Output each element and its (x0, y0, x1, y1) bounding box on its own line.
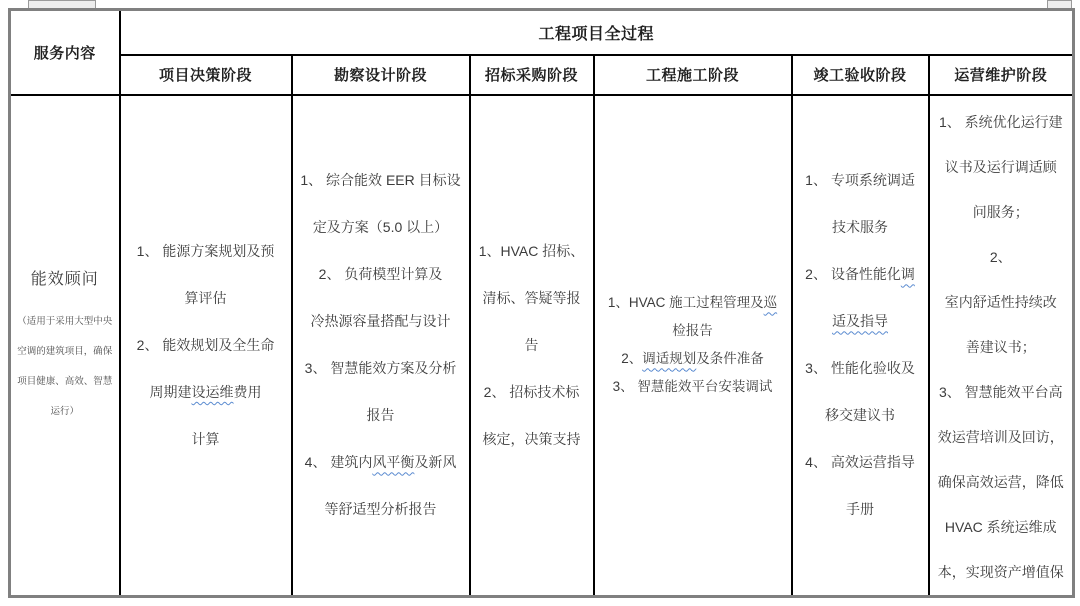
text-line (121, 228, 291, 275)
service-name: 能效顾问 (30, 271, 99, 289)
text-segment: 空调的建筑项目，确保 (17, 346, 113, 358)
text-segment: 报告 (366, 407, 395, 424)
text-line (293, 157, 469, 204)
phase-header-acceptance: 竣工验收阶段 (792, 55, 929, 95)
text-segment: 室内舒适性持续改 (944, 293, 1057, 310)
text-segment: 确保高效运营，降低 (937, 473, 1064, 490)
header-project-whole-process: 工程项目全过程 (120, 10, 1074, 55)
text-segment: 善建议书； (965, 338, 1036, 355)
text-line (471, 322, 593, 369)
text-segment: 检报告 (672, 323, 713, 339)
text-segment: 1、HVAC 施工过程管理及 (607, 295, 764, 311)
text-line (11, 307, 119, 337)
text-line (793, 486, 928, 533)
cell-construction-phase (594, 95, 792, 597)
text-line (595, 345, 791, 373)
cell-decision-phase (120, 95, 292, 597)
text-line (293, 204, 469, 251)
text-segment: 2、 负荷模型计算及 (318, 266, 443, 283)
text-segment: 核定，决策支持 (482, 430, 581, 447)
text-line (293, 345, 469, 392)
cell-bidding-phase (470, 95, 594, 597)
text-segment: 告 (524, 336, 539, 353)
text-segment: 议书及运行调适顾 (944, 158, 1057, 175)
text-line (595, 289, 791, 317)
cell-survey-design-phase (292, 95, 470, 597)
text-line (121, 369, 291, 416)
proofing-squiggle-text: 设运维 (191, 383, 234, 400)
text-line (293, 298, 469, 345)
proofing-squiggle-text: 调适规划 (642, 351, 697, 367)
text-line (471, 228, 593, 275)
text-segment: 移交建议书 (825, 407, 895, 424)
phase-header-operation: 运营维护阶段 (929, 55, 1074, 95)
text-line (930, 280, 1073, 325)
cell-operation-phase (929, 95, 1074, 597)
text-segment: 4、 建筑内 (304, 454, 373, 471)
text-line (793, 345, 928, 392)
text-segment: 计算 (191, 430, 220, 447)
text-segment: 清标、答疑等报 (482, 289, 581, 306)
text-segment: 1、 系统优化运行建 (938, 113, 1063, 130)
text-line (930, 145, 1073, 190)
proofing-squiggle-text: 风平衡 (372, 454, 415, 471)
text-line (930, 415, 1073, 460)
header-service-content: 服务内容 (10, 10, 120, 95)
text-segment: 2、 能效规划及全生命 (136, 336, 275, 353)
text-segment: 冷热源容量搭配与设计 (310, 313, 451, 330)
text-segment: 2、 (621, 351, 643, 367)
text-segment: 周期建 (149, 383, 192, 400)
text-line (293, 486, 469, 533)
text-line (11, 397, 119, 427)
text-segment: 4、 高效运营指导 (805, 454, 915, 471)
text-line (793, 157, 928, 204)
text-line (471, 416, 593, 463)
text-segment: 3、 智慧能效平台安装调试 (612, 379, 773, 395)
text-segment: 2、 (989, 248, 1012, 265)
text-segment: 算评估 (184, 289, 227, 306)
text-line (121, 275, 291, 322)
text-segment: 3、 智慧能效方案及分析 (304, 360, 457, 377)
text-line (471, 369, 593, 416)
text-segment: 项目健康、高效、智慧 (17, 376, 113, 388)
text-segment: 本，实现资产增值保 (937, 563, 1064, 580)
text-segment: 2、 招标技术标 (483, 383, 580, 400)
text-segment: 运行） (50, 406, 79, 418)
text-line (930, 370, 1073, 415)
text-segment: 等舒适型分析报告 (324, 501, 437, 518)
text-line (471, 275, 593, 322)
service-process-table (8, 8, 1075, 598)
text-segment: 定及方案（5.0 以上） (312, 219, 449, 236)
text-line (793, 298, 928, 345)
text-line (930, 460, 1073, 505)
service-note (11, 307, 119, 427)
text-line (11, 337, 119, 367)
text-line (793, 439, 928, 486)
proofing-squiggle-text: 调 (900, 266, 915, 283)
text-line (121, 322, 291, 369)
text-segment: 1、HVAC 招标、 (478, 242, 585, 259)
text-segment: 费用 (233, 383, 262, 400)
text-segment: 技术服务 (832, 219, 888, 236)
text-line (793, 251, 928, 298)
text-segment: 问服务； (972, 203, 1029, 220)
text-segment: 及条件准备 (696, 351, 764, 367)
text-segment: 效运营培训及回访， (937, 428, 1064, 445)
text-line (793, 204, 928, 251)
text-segment: 及新风 (414, 454, 457, 471)
text-line (595, 317, 791, 345)
text-line (930, 550, 1073, 595)
text-line (11, 367, 119, 397)
service-name-cell (10, 95, 120, 597)
text-line (595, 373, 791, 401)
text-segment: 手册 (846, 501, 874, 518)
text-segment: 3、 性能化验收及 (805, 360, 915, 377)
phase-header-bidding: 招标采购阶段 (470, 55, 594, 95)
phase-header-survey-design: 勘察设计阶段 (292, 55, 470, 95)
proofing-squiggle-text: 适及指导 (832, 313, 888, 330)
phase-header-construction: 工程施工阶段 (594, 55, 792, 95)
text-line (930, 100, 1073, 145)
proofing-squiggle-text: 巡 (763, 295, 778, 311)
text-segment: HVAC 系统运维成 (944, 518, 1057, 535)
text-line (930, 505, 1073, 550)
text-segment: 2、 设备性能化 (805, 266, 901, 283)
cell-acceptance-phase (792, 95, 929, 597)
text-line (930, 325, 1073, 370)
text-line (121, 416, 291, 463)
text-segment: （适用于采用大型中央 (17, 316, 113, 328)
text-line (930, 190, 1073, 235)
text-line (793, 392, 928, 439)
text-line (930, 235, 1073, 280)
phase-header-decision: 项目决策阶段 (120, 55, 292, 95)
text-segment: 1、 能源方案规划及预 (136, 242, 275, 259)
text-segment: 1、 专项系统调适 (805, 172, 915, 189)
text-segment: 1、 综合能效 EER 目标设 (300, 172, 461, 189)
text-segment: 3、 智慧能效平台高 (938, 383, 1063, 400)
text-line (293, 392, 469, 439)
text-line (293, 251, 469, 298)
text-line (293, 439, 469, 486)
